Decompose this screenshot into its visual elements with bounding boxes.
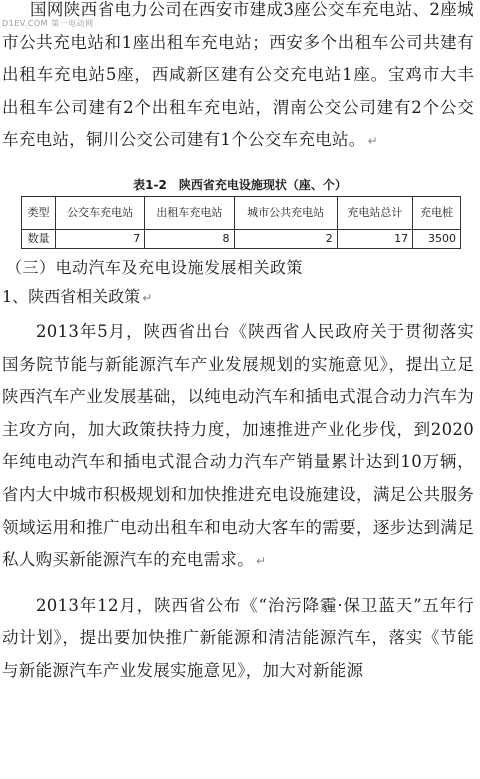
table-row — [22, 229, 461, 248]
section-heading: （三）电动汽车及充电设施发展相关政策 — [6, 257, 304, 277]
table-caption: 表1-2 陕西省充电设施现状（座、个） — [133, 177, 347, 192]
table-header-row — [22, 196, 461, 229]
header-cell-total-stations: 充电站总计 — [337, 196, 412, 229]
header-cell-bus-stations: 公交车充电站 — [55, 196, 144, 229]
taxi-stations-value: 8 — [145, 229, 234, 248]
subsection-heading — [2, 283, 480, 312]
paragraph-policy-2013-dec: 2013年12月，陕西省公布《“治污降霾·保卫蓝天”五年行动计划》，提出要加快推广新能源和清洁能源汽车，落实《节能与新能源汽车产业发展实施意见》，加大对新能源 — [2, 595, 474, 680]
paragraph-text: 国网陕西省电力公司在西安市建成3座公交车充电站、2座城市公共充电站和1座出租车充电站；西安多个出租车公司共建有出租车充电站5座，西咸新区建有公交充电站1座。宝鸡市大丰出租车公司建有2个出租车充电站，渭南公交公司建有2个公交车充电站，铜川公交公司建有1个公交车充电站。 — [2, 0, 474, 150]
paragraph-mark-icon: ↵ — [256, 554, 267, 569]
paragraph-text: 2013年5月，陕西省出台《陕西省人民政府关于贯彻落实国务院节能与新能源汽车产业发展规划的实施意见》，提出立足陕西汽车产业发展基础，以纯电动汽车和插电式混合动力汽车为主攻方向，加大政策扶持力度，加速推进产业化步伐，到2020年纯电动汽车和插电式混合动力汽车产销量累计达到10万辆，省内大中城市积极规划和加快推进充电设施建设，满足公共服务领域运用和推广电动出租车和电动大客车的需要，逐步达到满足私人购买新能源汽车的充电需求。 — [2, 321, 474, 570]
public-stations-value: 2 — [234, 229, 337, 248]
bus-stations-value: 7 — [55, 229, 144, 248]
paragraph-policy-2013-may — [0, 316, 480, 578]
row-label-cell: 数量 — [22, 229, 56, 248]
site-watermark: D1EV.COM 第一电动网 — [2, 19, 94, 28]
subsection-text: 1、陕西省相关政策 — [2, 286, 141, 306]
charging-facility-table — [21, 196, 461, 249]
chargers-value: 3500 — [413, 229, 461, 248]
total-stations-value: 17 — [337, 229, 412, 248]
paragraph-mark-icon: ↵ — [142, 290, 153, 305]
header-cell-chargers: 充电桩 — [413, 196, 461, 229]
paragraph-mark-icon: ↵ — [367, 134, 378, 149]
header-cell-public-stations: 城市公共充电站 — [234, 196, 337, 229]
header-cell-taxi-stations: 出租车充电站 — [145, 196, 234, 229]
header-cell-type: 类型 — [22, 196, 56, 229]
